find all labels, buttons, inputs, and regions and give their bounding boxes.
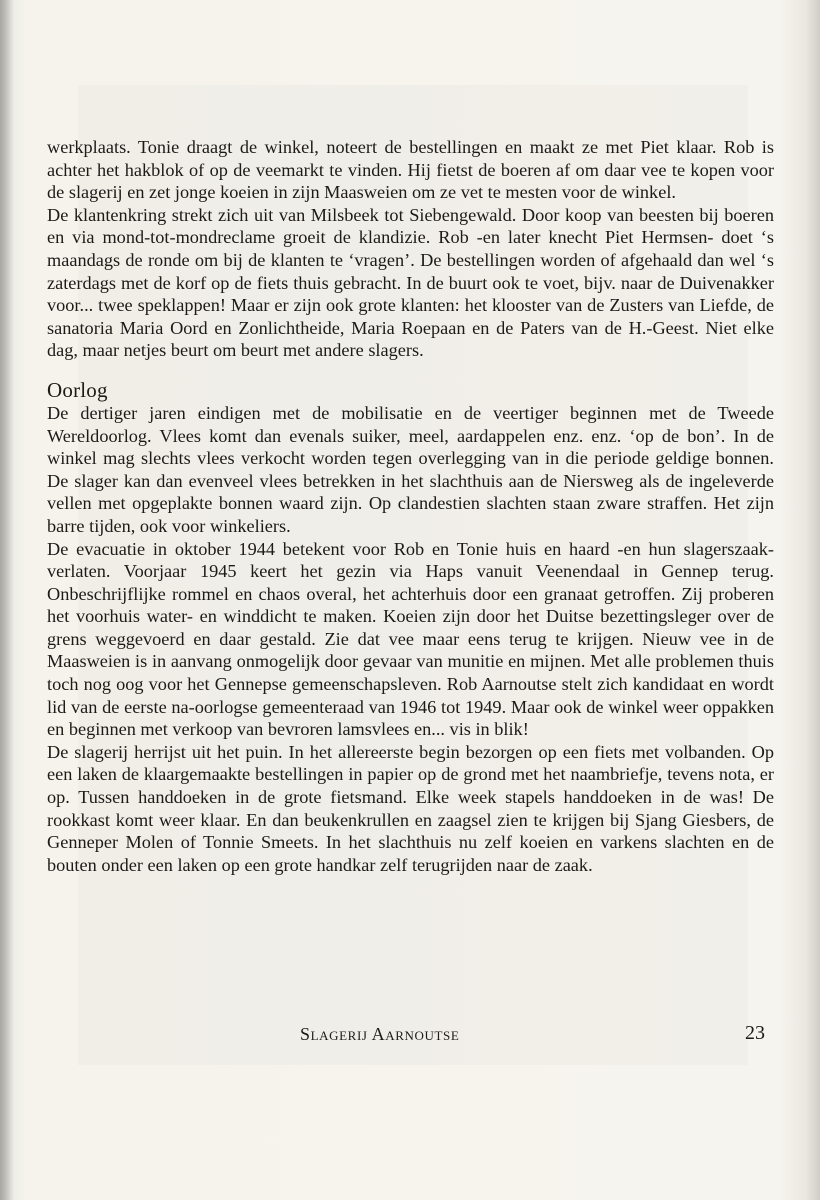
binding-shadow: [0, 0, 14, 1200]
paragraph: De slagerij herrijst uit het puin. In het allereerste begin bezorgen op een fiets met volbanden. Op een laken de klaargemaakte bestellingen in papier op de grond met het naambriefje, tevens nota, er op. Tussen handdoeken in de grote fietsmand. Elke week stapels handdoeken in de was! De rookkast komt weer klaar. En dan beukenkrullen en zaagsel zien te krijgen bij Sjang Giesbers, de Genneper Molen of Tonnie Smeets. In het slachthuis nu zelf koeien en varkens slachten en de bouten onder een laken op een grote handkar zelf terugrijden naar de zaak.: [47, 741, 774, 875]
running-title: Slagerij Aarnoutse: [300, 1024, 460, 1044]
paragraph: De dertiger jaren eindigen met de mobilisatie en de veertiger beginnen met de Tweede Wereldoorlog. Vlees komt dan evenals suiker, meel, aardappelen enz. enz. ‘op de bon’. In de winkel mag slechts vlees verkocht worden tegen overlegging van in die periode geldige bonnen. De slager kan dan evenveel vlees betrekken in het slachthuis aan de Niersweg als de ingeleverde vellen met opgeplakte bonnen waard zijn. Op clandestien slachten staan zware straffen. Het zijn barre tijden, ook voor winkeliers.: [47, 402, 774, 536]
page-footer: [0, 1024, 820, 1050]
page-number: 23: [745, 1022, 765, 1044]
paragraph: werkplaats. Tonie draagt de winkel, noteert de bestellingen en maakt ze met Piet klaar. Rob is achter het hakblok of op de veemarkt te vinden. Hij fietst de boeren af om daar vee te kopen voor de slagerij en zet jonge koeien in zijn Maasweien om ze vet te mesten voor de winkel.: [47, 137, 774, 203]
paragraph: De klantenkring strekt zich uit van Milsbeek tot Siebengewald. Door koop van beesten bij boeren en via mond-tot-mondreclame groeit de klandizie. Rob -en later knecht Piet Hermsen- doet ‘s maandags de ronde om bij de klanten te ‘vragen’. De bestellingen worden of afgehaald dan wel ‘s zaterdags met de korf op de fiets thuis gebracht. In de buurt ook te voet, bijv. naar de Duivenakker voor... twee speklappen! Maar er zijn ook grote klanten: het klooster van de Zusters van Liefde, de sanatoria Maria Oord en Zonlichtheide, Maria Roepaan en de Paters van de H.-Geest. Niet elke dag, maar netjes beurt om beurt met andere slagers.: [47, 204, 774, 361]
body-text: [47, 136, 774, 876]
paragraph: De evacuatie in oktober 1944 betekent voor Rob en Tonie huis en haard -en hun slagerszaak- verlaten. Voorjaar 1945 keert het gezin via Haps vanuit Veenendaal in Gennep terug. Onbeschrijflijke rommel en chaos overal, het achterhuis door een granaat getroffen. Zij proberen het voorhuis water- en winddicht te maken. Koeien zijn door het Duitse bezettingsleger over de grens weggevoerd en daar gestald. Zie dat vee maar eens terug te krijgen. Nieuw vee in de Maasweien is in aanvang onmogelijk door gevaar van munitie en mijnen. Met alle problemen thuis toch nog oog voor het Gennepse gemeenschapsleven. Rob Aarnoutse stelt zich kandidaat en wordt lid van de eerste na-oorlogse gemeenteraad van 1946 tot 1949. Maar ook de winkel weer oppakken en beginnen met verkoop van bevroren lamsvlees en... vis in blik!: [47, 538, 774, 740]
section-heading: Oorlog: [47, 377, 108, 402]
